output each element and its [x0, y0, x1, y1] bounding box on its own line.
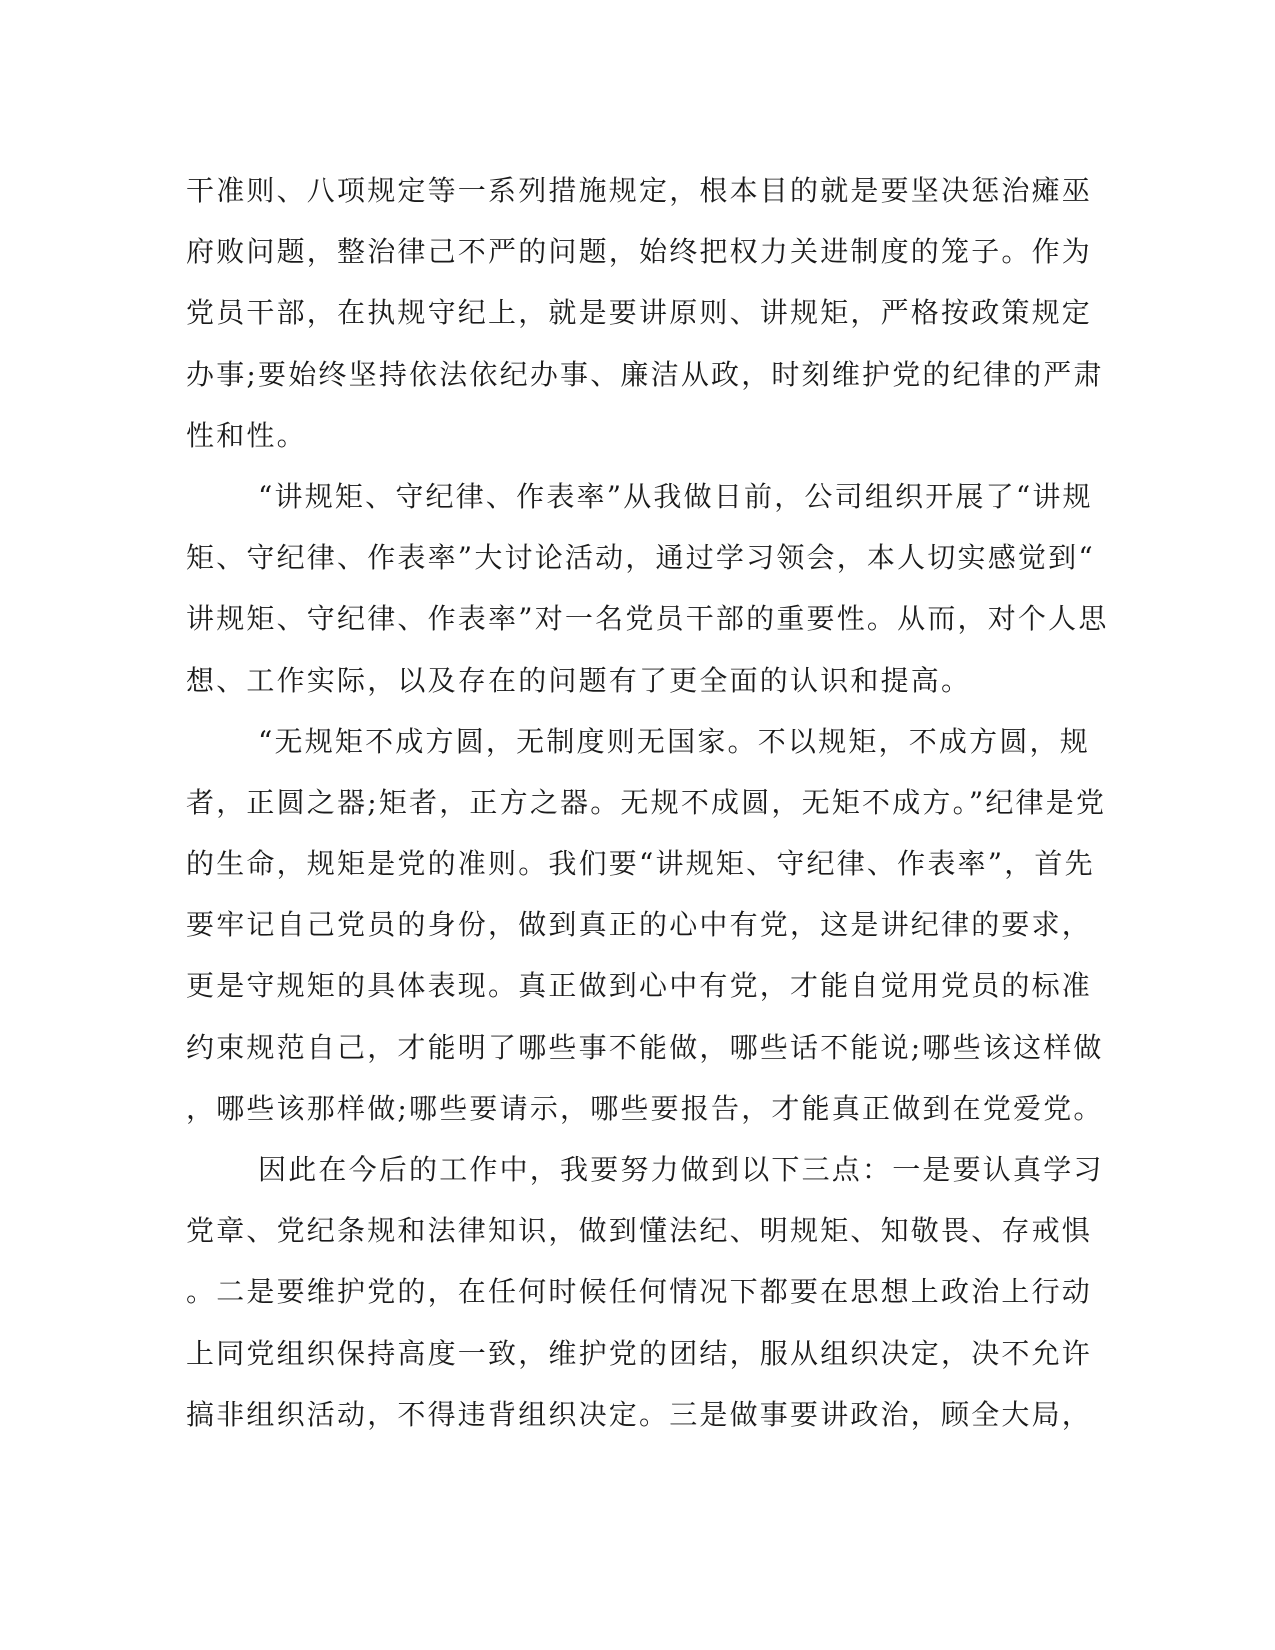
text-line: 讲规矩、守纪律、作表率”对一名党员干部的重要性。从而，对个人思 [186, 602, 1109, 636]
text-line: 干准则、八项规定等一系列措施规定，根本目的就是要坚决惩治瘫巫 [186, 174, 1093, 207]
paragraph-start-line: “讲规矩、守纪律、作表率”从我做日前，公司组织开展了“讲规 [258, 479, 1093, 513]
paragraph-start-line: “无规矩不成方圆，无制度则无国家。不以规矩，不成方圆，规 [258, 724, 1090, 758]
text-line: 。二是要维护党的，在任何时候任何情况下都要在思想上政治上行动 [186, 1275, 1093, 1309]
text-line: 搞非组织活动，不得违背组织决定。三是做事要讲政治，顾全大局， [186, 1397, 1093, 1431]
paragraph-start-line: 因此在今后的工作中，我要努力做到以下三点：一是要认真学习 [258, 1153, 1104, 1186]
text-line: 办事;要始终坚持依法依纪办事、廉洁从政，时刻维护党的纪律的严肃 [186, 357, 1104, 391]
text-line: 府败问题，整治律己不严的问题，始终把权力关进制度的笼子。作为 [186, 235, 1093, 269]
text-line: 更是守规矩的具体表现。真正做到心中有党，才能自觉用党员的标准 [186, 969, 1093, 1003]
text-line: 上同党组织保持高度一致，维护党的团结，服从组织决定，决不允许 [186, 1336, 1093, 1370]
text-line: 矩、守纪律、作表率”大讨论活动，通过学习领会，本人切实感觉到“ [186, 541, 1095, 575]
text-line: 党员干部，在执规守纪上，就是要讲原则、讲规矩，严格按政策规定 [186, 296, 1093, 330]
text-line: 性和性。 [186, 418, 307, 452]
text-line: 的生命，规矩是党的准则。我们要“讲规矩、守纪律、作表率”，首先 [186, 847, 1095, 881]
text-line: 约束规范自己，才能明了哪些事不能做，哪些话不能说;哪些该这样做 [186, 1030, 1104, 1064]
body-text [186, 160, 1109, 1445]
text-line: 党章、党纪条规和法律知识，做到懂法纪、明规矩、知敬畏、存戒惧 [186, 1214, 1093, 1248]
text-line: 要牢记自己党员的身份，做到真正的心中有党，这是讲纪律的要求， [186, 908, 1093, 942]
text-line: 想、工作实际，以及存在的问题有了更全面的认识和提高。 [186, 663, 972, 697]
text-line: 者，正圆之器;矩者，正方之器。无规不成圆，无矩不成方。”纪律是党 [186, 785, 1107, 819]
text-line: ，哪些该那样做;哪些要请示，哪些要报告，才能真正做到在党爱党。 [186, 1091, 1104, 1125]
